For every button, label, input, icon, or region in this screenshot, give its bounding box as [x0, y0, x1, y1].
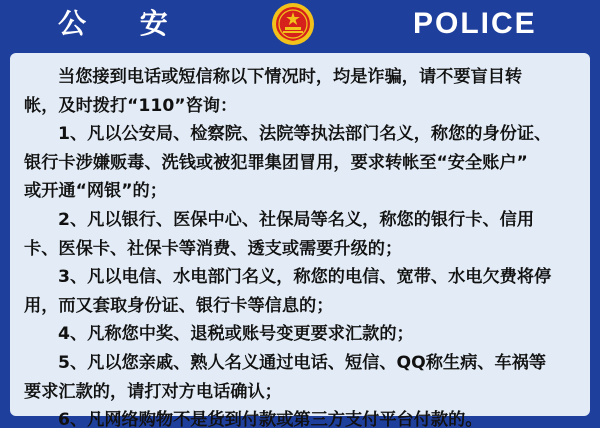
notice-item-2-cont: 卡、医保卡、社保卡等消费、透支或需要升级的； — [24, 238, 403, 259]
notice-item-5: 5、凡以您亲戚、熟人名义通过电话、短信、QQ称生病、车祸等 — [58, 352, 547, 373]
notice-item-6: 6、凡网络购物不是货到付款或第三方支付平台付款的。 — [58, 410, 483, 431]
notice-item-5-cont: 要求汇款的，请打对方电话确认； — [24, 381, 282, 402]
title-chinese: 公 安 — [58, 7, 190, 40]
notice-item-1-cont: 银行卡涉嫌贩毒、洗钱或被犯罪集团冒用，要求转帐至“安全账户” — [24, 152, 528, 173]
notice-item-4: 4、凡称您中奖、退税或账号变更要求汇款的； — [58, 324, 414, 345]
notice-line-intro-cont: 帐，及时拨打“110”咨询： — [24, 95, 238, 116]
notice-item-3: 3、凡以电信、水电部门名义，称您的电信、宽带、水电欠费将停 — [58, 267, 552, 288]
notice-item-1: 1、凡以公安局、检察院、法院等执法部门名义，称您的身份证、 — [58, 124, 552, 145]
notice-item-2: 2、凡以银行、医保中心、社保局等名义，称您的银行卡、信用 — [58, 209, 535, 230]
notice-line-intro: 当您接到电话或短信称以下情况时，均是诈骗，请不要盲目转 — [58, 67, 523, 87]
title-english: POLICE — [413, 7, 537, 40]
police-emblem-icon — [271, 2, 315, 46]
notice-panel — [10, 53, 590, 431]
notice-item-1-cont2: 或开通“网银”的； — [24, 181, 167, 202]
sign-header — [0, 0, 600, 47]
notice-item-3-cont: 用，而又套取身份证、银行卡等信息的； — [24, 295, 334, 316]
